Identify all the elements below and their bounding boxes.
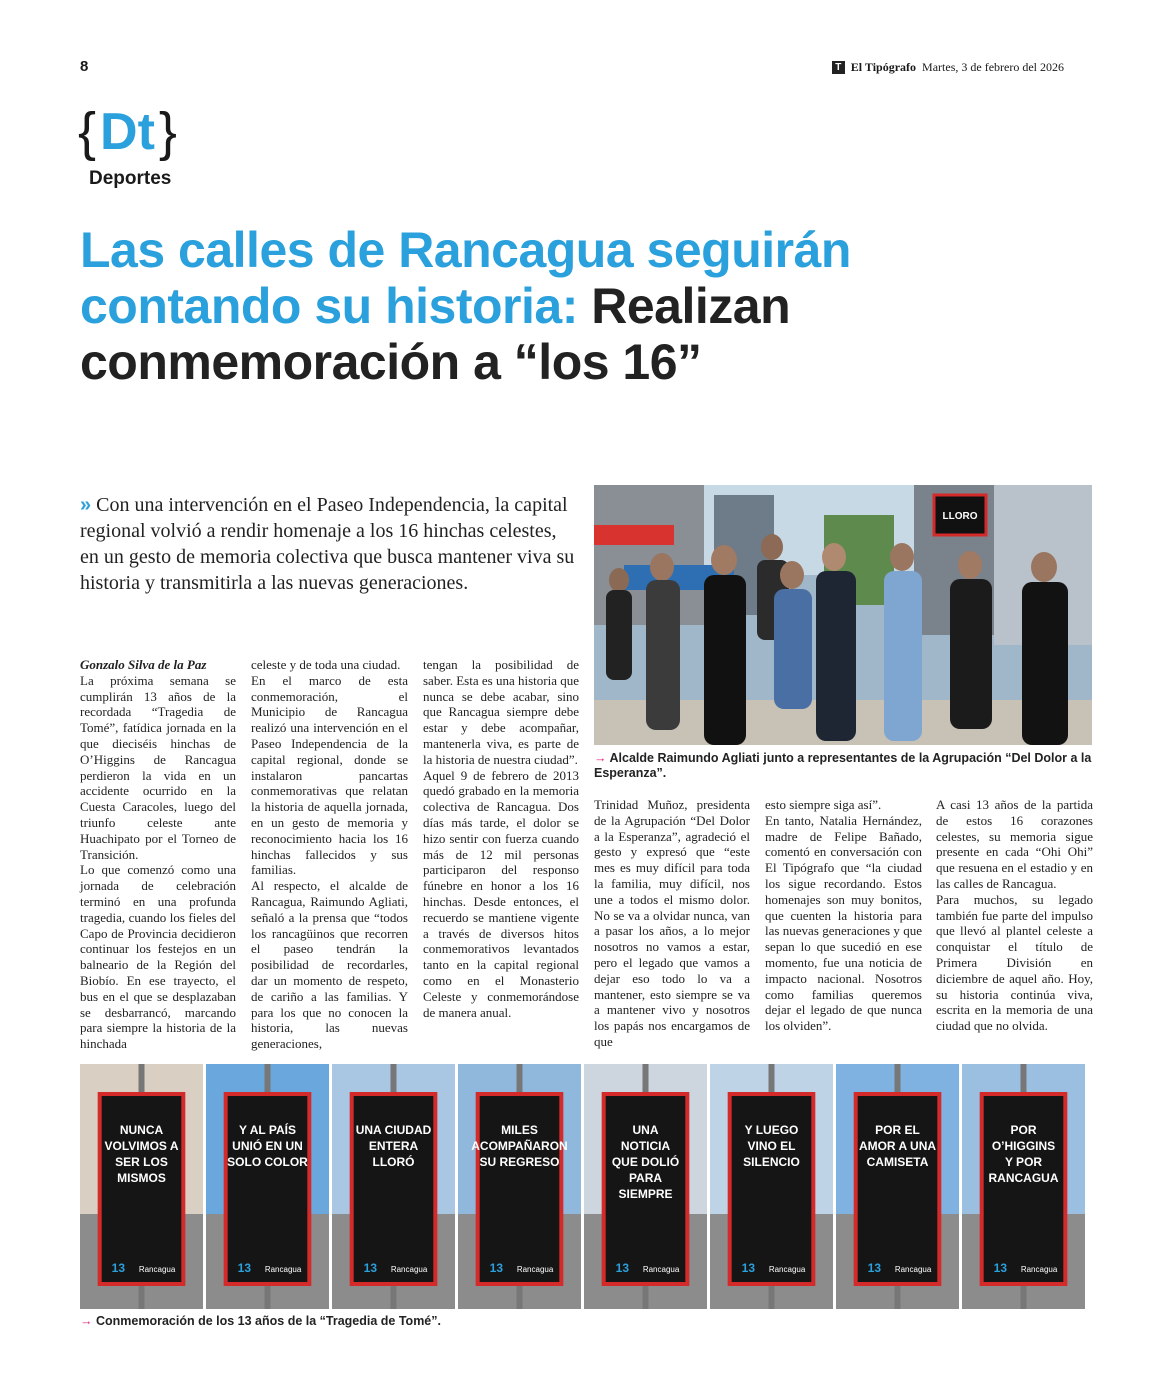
poster-text: QUE DOLIÓ [611, 1155, 680, 1169]
paragraph: En el marco de esta conmemoración, el Municipio de Rancagua realizó una intervención en el Paseo Independencia de la capital regional, donde se instalaron pancartas conmemorativas que relatan la historia de aquella jornada, en un gesto de memoria y reconocimiento hacia los 16 hinchas fallecidos y sus familias. [251, 672, 408, 878]
poster-text: SILENCIO [743, 1155, 800, 1169]
poster-text: NOTICIA [620, 1139, 671, 1153]
poster-brand: Rancagua [390, 1265, 428, 1274]
publication-date: Martes, 3 de febrero del 2026 [922, 60, 1064, 74]
poster-number: 13 [741, 1261, 756, 1275]
article-column-3 [423, 657, 579, 1020]
poster-text: SU REGRESO [479, 1155, 560, 1169]
poster-number: 13 [867, 1261, 882, 1275]
poster-photo [206, 1064, 329, 1309]
poster-text: ACOMPAÑARON [471, 1139, 568, 1153]
paragraph: Trinidad Muñoz, presidenta de la Agrupación “Del Dolor a la Esperanza”, agradeció el gesto y expresó que “este mes es muy difícil para toda la familia, muy difícil, nos une a todos el mismo dolor. No se va a olvidar nunca, van a pasar los años, a lo mejor nosotros no vamos a estar, pero el legado que vamos a dejar eso todo lo va a mantener, esto siempre se va a mantener vivo y nosotros los papás nos encargamos de que [594, 797, 750, 1049]
poster-number: 13 [111, 1261, 126, 1275]
page-number: 8 [80, 58, 89, 75]
poster-text: Y POR [1004, 1155, 1043, 1169]
paragraph: celeste y de toda una ciudad. [251, 657, 401, 672]
poster-text: Y AL PAÍS [239, 1123, 296, 1137]
strip-caption-text: Conmemoración de los 13 años de la “Tragedia de Tomé”. [95, 1314, 441, 1328]
poster-text: UNA [632, 1123, 659, 1137]
poster-photo-image [80, 1064, 203, 1309]
paragraph: Lo que comenzó como una jornada de celebración terminó en una profunda tragedia, cuando los fieles del Capo de Provincia decidieron continuar los festejos en un balneario de la Región del Biobío. En ese trayecto, el bus en el que se desplazaban se desbarrancó, marcando para siempre la historia de la hinchada [80, 862, 236, 1052]
paragraph: Aquel 9 de febrero de 2013 quedó grabado en la memoria colectiva de Rancagua. Dos días más tarde, el dolor se hizo sentir con fuerza cuando más de 12 mil personas participaron del responso fúnebre en honor a los 16 hinchas. Desde entonces, el recuerdo se mantiene vigente a través de diversos hitos conmemorativos levantados tanto en la capital regional como en el Monasterio Celeste y conmemorándose de manera anual. [423, 767, 579, 1020]
poster-photo [962, 1064, 1085, 1309]
publication-logo-icon: T [832, 61, 845, 74]
poster-text: POR [1010, 1123, 1037, 1137]
lead-marker-icon: » [80, 494, 92, 516]
poster-number: 13 [363, 1261, 378, 1275]
poster-photo [332, 1064, 455, 1309]
paragraph: esto siempre siga así”. [765, 797, 882, 812]
poster-text: Y LUEGO [744, 1123, 799, 1137]
paragraph: Para muchos, su legado también fue parte del impulso que llevó al plantel celeste a conquistar el título de Primera División en diciembre de aquel año. Hoy, su historia continúa viva, escrita en la memoria de una ciudad que no olvida. [936, 891, 1093, 1034]
caption-text: Alcalde Raimundo Agliati junto a representantes de la Agrupación “Del Dolor a la Esperanza”. [594, 751, 1092, 780]
poster-photo-strip [80, 1064, 1091, 1309]
poster-photo-image [458, 1064, 581, 1309]
poster-number: 13 [489, 1261, 504, 1275]
headline-blue: Las calles de Rancagua seguirán contando su historia: [80, 222, 851, 334]
poster-text: ENTERA [368, 1139, 419, 1153]
poster-text: SOLO COLOR [227, 1155, 308, 1169]
poster-number: 13 [615, 1261, 630, 1275]
poster-photo [80, 1064, 203, 1309]
poster-text: RANCAGUA [988, 1171, 1059, 1185]
poster-text: SIEMPRE [618, 1187, 673, 1201]
poster-text: VINO EL [747, 1139, 796, 1153]
caption-arrow-icon: → [594, 751, 607, 765]
headline [80, 222, 980, 390]
strip-caption [80, 1314, 441, 1328]
poster-text: PARA [628, 1171, 663, 1185]
poster-brand: Rancagua [642, 1265, 680, 1274]
poster-photo [584, 1064, 707, 1309]
poster-photo-image [962, 1064, 1085, 1309]
poster-number: 13 [993, 1261, 1008, 1275]
poster-text: LLORÓ [372, 1155, 415, 1169]
strip-caption-arrow-icon: → [80, 1314, 93, 1328]
poster-text: O’HIGGINS [991, 1139, 1056, 1153]
poster-brand: Rancagua [1020, 1265, 1058, 1274]
poster-brand: Rancagua [264, 1265, 302, 1274]
poster-photo [458, 1064, 581, 1309]
poster-photo-image [710, 1064, 833, 1309]
poster-text: SER LOS [115, 1155, 168, 1169]
poster-text: MILES [501, 1123, 538, 1137]
byline: Gonzalo Silva de la Paz [80, 657, 207, 672]
article-column-6 [936, 797, 1093, 1034]
poster-text: VOLVIMOS A [104, 1139, 179, 1153]
group-photo [594, 485, 1092, 745]
paragraph: A casi 13 años de la partida de estos 16 corazones celestes, su memoria sigue presente en cada “Ohi Ohi” que resuena en el estadio y en las calles de Rancagua. [936, 797, 1093, 891]
poster-text: POR EL [875, 1123, 920, 1137]
brace-open: { [78, 102, 97, 162]
article-column-1 [80, 657, 236, 1052]
article-column-4 [594, 797, 750, 1050]
section-logo [78, 102, 177, 162]
poster-brand: Rancagua [138, 1265, 176, 1274]
paragraph: tengan la posibilidad de saber. Esta es una historia que nunca se debe acabar, sino que Rancagua siempre debe estar y debe acompañar, mantenerla viva, es parte de la historia de nuestra ciudad”. [423, 657, 579, 767]
article-column-5 [765, 797, 922, 1034]
poster-photo [836, 1064, 959, 1309]
poster-photo [710, 1064, 833, 1309]
photo-caption [594, 751, 1092, 781]
paragraph: La próxima semana se cumplirán 13 años de la recordada “Tragedia de Tomé”, fatídica jornada en la que dieciséis hinchas de O’Higgins de Rancagua perdieron la vida en un accidente ocurrido en la Cuesta Caracoles, luego del triunfo celeste ante Huachipato por el Torneo de Transición. [80, 672, 236, 862]
paragraph: En tanto, Natalia Hernández, madre de Felipe Bañado, comentó en conversación con El Tipógrafo que “la ciudad los sigue recordando. Estos homenajes son muy bonitos, que cuenten la historia para las nuevas generaciones y que sepan lo que sucedió en ese momento, fue una noticia de impacto nacional. Nosotros como familias queremos dejar el legado de que nunca los olviden”. [765, 812, 922, 1034]
poster-text: AMOR A UNA [858, 1139, 937, 1153]
poster-photo-image [836, 1064, 959, 1309]
poster-text: UNIÓ EN UN [232, 1139, 303, 1153]
poster-brand: Rancagua [516, 1265, 554, 1274]
poster-photo-image [206, 1064, 329, 1309]
poster-text: UNA CIUDAD [355, 1123, 432, 1137]
publication-name: El Tipógrafo [850, 60, 917, 74]
section-name: Deportes [89, 168, 172, 189]
poster-brand: Rancagua [894, 1265, 932, 1274]
poster-text: NUNCA [119, 1123, 164, 1137]
poster-text: CAMISETA [866, 1155, 929, 1169]
lead-text: Con una intervención en el Paseo Independencia, la capital regional volvió a rendir homenaje a los 16 hinchas celestes, en un gesto de memoria colectiva que busca mantener viva su historia y transmitirla a las nuevas generaciones. [80, 494, 575, 594]
poster-brand: Rancagua [768, 1265, 806, 1274]
shop-sign-text: LLORO [942, 511, 978, 522]
brace-close: } [158, 102, 177, 162]
lead-paragraph [80, 492, 580, 596]
poster-number: 13 [237, 1261, 252, 1275]
group-photo-image [594, 485, 1092, 745]
poster-text: MISMOS [117, 1171, 166, 1185]
masthead [832, 60, 1064, 75]
section-code: Dt [100, 103, 155, 161]
headline-dark: Realizan conmemoración a “los 16” [80, 278, 791, 390]
paragraph: Al respecto, el alcalde de Rancagua, Raimundo Agliati, señaló a la prensa que “todos los rancagüinos que recorren el paseo tendrán la posibilidad de recordarles, dar un momento de respeto, de cariño a las familias. Y para los que no conocen la historia, las nuevas generaciones, [251, 878, 408, 1052]
poster-photo-image [332, 1064, 455, 1309]
article-column-2 [251, 657, 408, 1052]
poster-photo-image [584, 1064, 707, 1309]
